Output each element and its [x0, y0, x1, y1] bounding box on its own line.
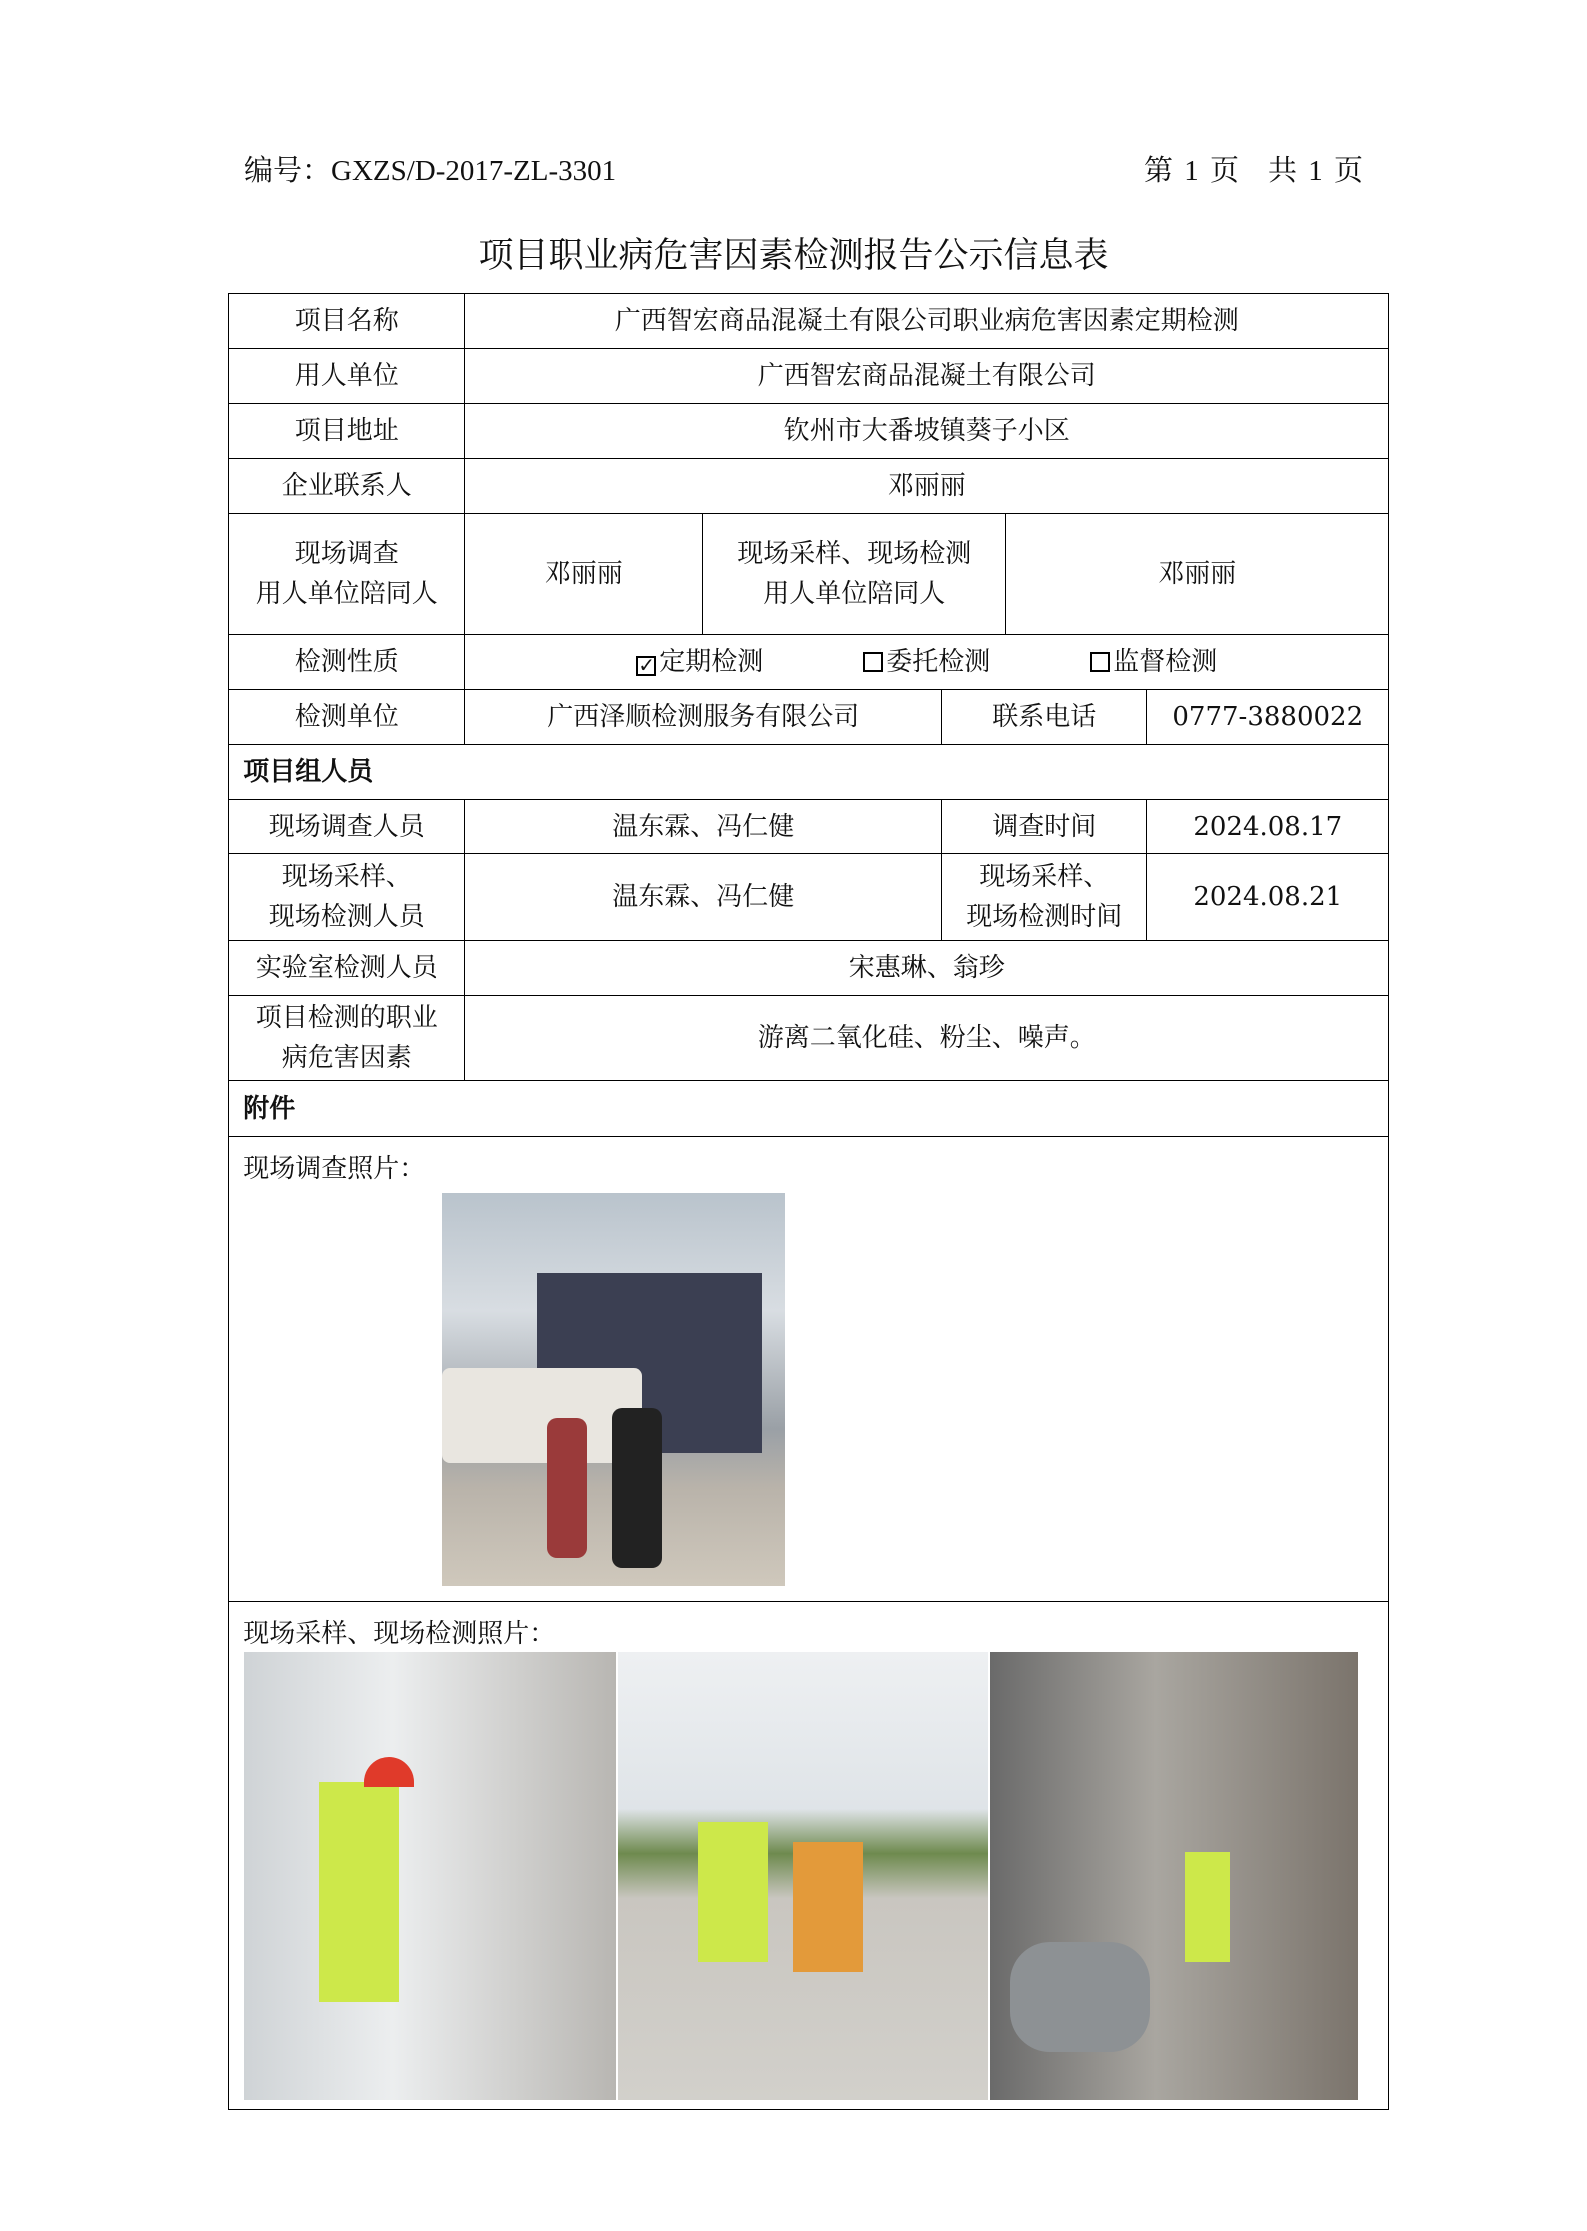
worker-vest-shape: [1185, 1852, 1230, 1962]
option-supervisory[interactable]: [1090, 642, 1217, 682]
survey-photos-section: [228, 1136, 1389, 1602]
label-line: 病危害因素: [281, 1043, 412, 1074]
person-shape: [612, 1408, 662, 1568]
value-contact: 邓丽丽: [464, 458, 1389, 514]
value-survey-time: 2024.08.17: [1146, 799, 1389, 854]
person-shape: [547, 1418, 587, 1558]
value-survey-escort: 邓丽丽: [464, 513, 703, 635]
value-agency: 广西泽顺检测服务有限公司: [464, 689, 942, 745]
label-survey-escort: [228, 513, 465, 635]
label-contact: 企业联系人: [228, 458, 465, 514]
section-team: 项目组人员: [228, 744, 1389, 800]
value-survey-staff: 温东霖、冯仁健: [464, 799, 942, 854]
sampling-photo-1: [244, 1652, 616, 2100]
page-title: 项目职业病危害因素检测报告公示信息表: [478, 236, 1109, 276]
label-lab-staff: 实验室检测人员: [228, 940, 465, 996]
sampling-photo-3: [990, 1652, 1358, 2100]
survey-photo: [442, 1193, 785, 1586]
label-sampling-staff: [228, 853, 465, 941]
worker-vest-shape: [319, 1782, 399, 2002]
motor-shape: [1010, 1942, 1150, 2052]
option-label: 委托检测: [886, 647, 991, 678]
nature-options: [464, 634, 1389, 690]
label-line: 用人单位陪同人: [763, 579, 946, 610]
option-entrusted[interactable]: [863, 642, 990, 682]
label-employer: 用人单位: [228, 348, 465, 404]
worker-shirt-shape: [793, 1842, 863, 1972]
label-project-name: 项目名称: [228, 293, 465, 349]
survey-photos-label: 现场调查照片：: [243, 1154, 426, 1185]
page-info: 第 1 页 共 1 页: [1143, 155, 1363, 187]
label-address: 项目地址: [228, 403, 465, 459]
label-nature: 检测性质: [228, 634, 465, 690]
value-phone: 0777-3880022: [1146, 689, 1389, 745]
value-employer: 广西智宏商品混凝土有限公司: [464, 348, 1389, 404]
sampling-photos-label: 现场采样、现场检测照片：: [243, 1619, 556, 1650]
label-line: 用人单位陪同人: [255, 579, 438, 610]
document-number: 编号：GXZS/D-2017-ZL-3301: [244, 155, 617, 187]
value-sampling-time: 2024.08.21: [1146, 853, 1389, 941]
label-sampling-time: [941, 853, 1147, 941]
label-survey-staff: 现场调查人员: [228, 799, 465, 854]
value-sampling-staff: 温东霖、冯仁健: [464, 853, 942, 941]
label-phone: 联系电话: [941, 689, 1147, 745]
label-sampling-escort: [702, 513, 1006, 635]
label-hazards: [228, 995, 465, 1081]
section-attachment: 附件: [228, 1080, 1389, 1137]
option-periodic[interactable]: [636, 642, 763, 682]
label-line: 现场采样、: [281, 862, 412, 893]
checkbox-icon[interactable]: [863, 652, 883, 672]
worker-vest-shape: [698, 1822, 768, 1962]
label-line: 项目检测的职业: [255, 1003, 438, 1034]
value-address: 钦州市大番坡镇葵子小区: [464, 403, 1389, 459]
label-line: 现场检测人员: [268, 902, 425, 933]
checkbox-checked-icon[interactable]: ✓: [638, 653, 655, 678]
label-survey-time: 调查时间: [941, 799, 1147, 854]
value-project-name: 广西智宏商品混凝土有限公司职业病危害因素定期检测: [464, 293, 1389, 349]
value-lab-staff: 宋惠琳、翁珍: [464, 940, 1389, 996]
checkbox-icon[interactable]: [1090, 652, 1110, 672]
value-hazards: 游离二氧化硅、粉尘、噪声。: [464, 995, 1389, 1081]
option-label: 定期检测: [659, 647, 764, 678]
label-line: 现场采样、现场检测: [737, 539, 972, 570]
helmet-shape: [364, 1757, 414, 1787]
sampling-photo-2: [618, 1652, 988, 2100]
label-line: 现场采样、: [979, 862, 1110, 893]
label-line: 现场调查: [294, 539, 399, 570]
label-agency: 检测单位: [228, 689, 465, 745]
label-line: 现场检测时间: [966, 902, 1123, 933]
option-label: 监督检测: [1113, 647, 1218, 678]
value-sampling-escort: 邓丽丽: [1005, 513, 1389, 635]
